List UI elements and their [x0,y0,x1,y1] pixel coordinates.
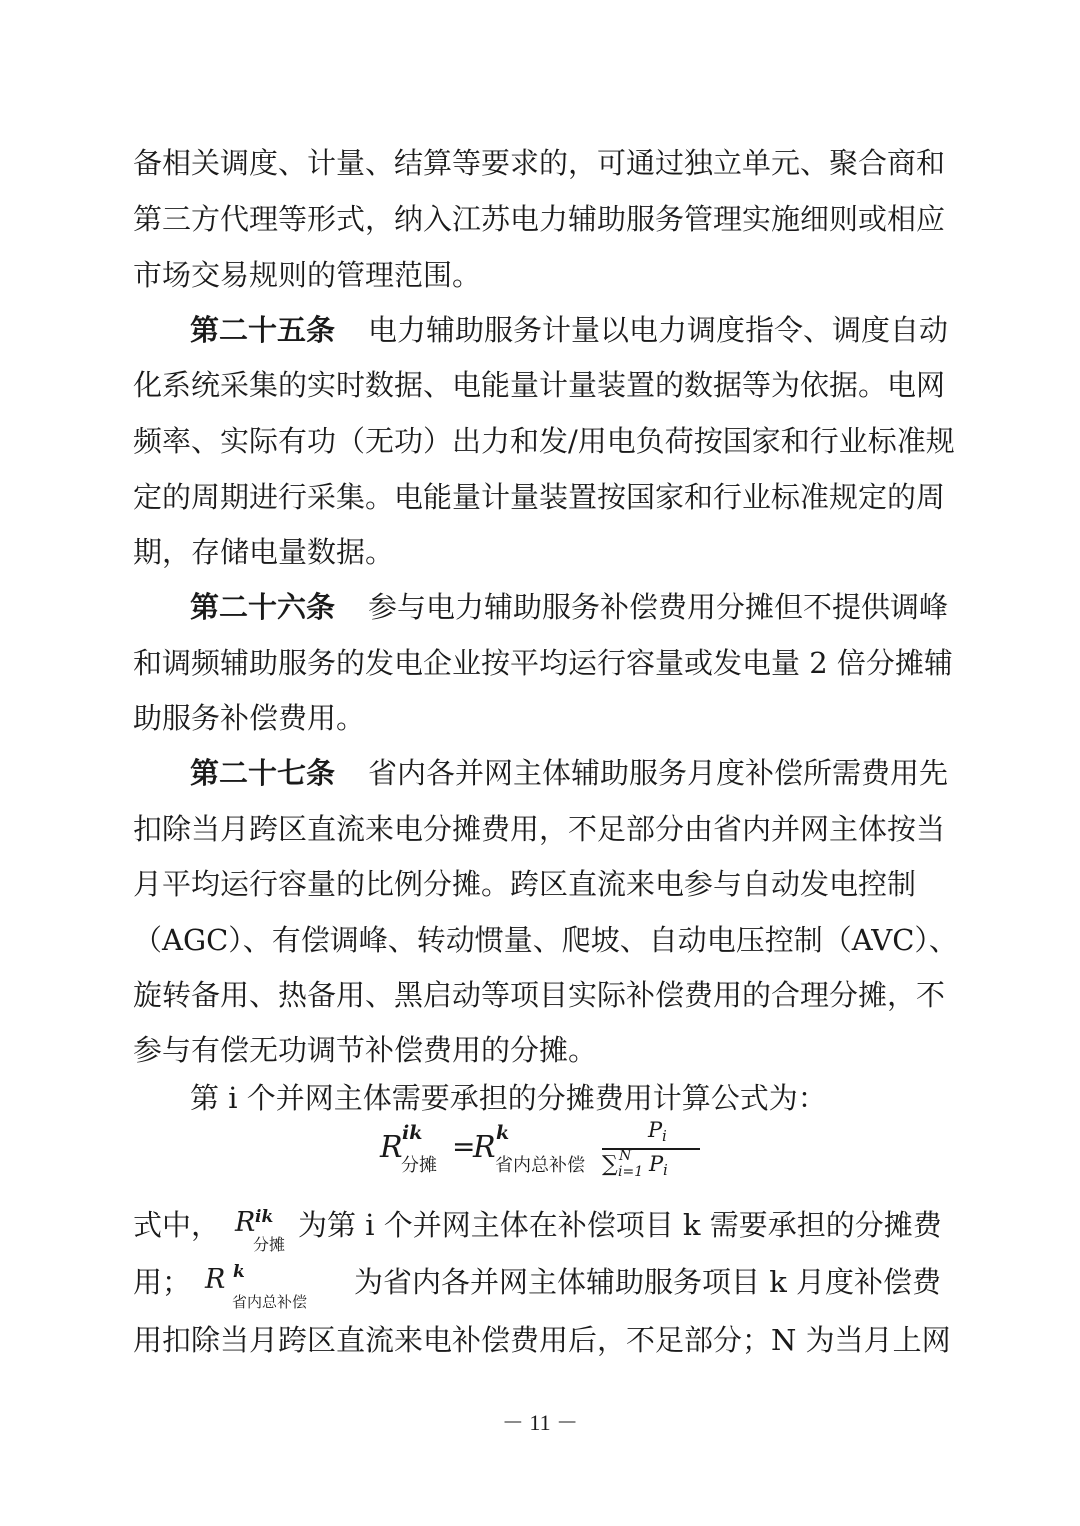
formula-numerator: P [648,1118,663,1142]
text-line [0,975,1080,1015]
inline-symbol-r: R [235,1207,256,1238]
inline-symbol-sub: 省内总补偿 [232,1293,308,1311]
formula-rhs-sub: 省内总补偿 [495,1155,585,1176]
formula-equals: = [452,1130,476,1163]
paragraph-line: 期，存储电量数据。 [133,535,395,569]
text-line [0,255,1080,295]
text-line [0,1030,1080,1070]
inline-symbol-r: R [205,1264,226,1295]
formula-lhs-sup: ik [402,1122,423,1144]
formula-denominator: P [649,1152,664,1176]
text-line [0,1320,1080,1360]
text-line [0,864,1080,904]
paragraph-line: 为第 i 个并网主体在补偿项目 k 需要承担的分摊费 [298,1208,942,1242]
paragraph-line: 月平均运行容量的比例分摊。跨区直流来电参与自动发电控制 [133,867,917,901]
text-line [0,143,1080,183]
paragraph-line: （AGC）、有偿调峰、转动惯量、爬坡、自动电压控制（AVC）、 [133,923,958,957]
paragraph-line: 扣除当月跨区直流来电分摊费用，不足部分由省内并网主体按当 [133,812,946,846]
paragraph-line: 旋转备用、热备用、黑启动等项目实际补偿费用的合理分摊，不 [133,978,946,1012]
formula-intro: 第 i 个并网主体需要承担的分摊费用计算公式为： [190,1081,827,1115]
paragraph-line: 电力辅助服务计量以电力调度指令、调度自动 [368,313,949,347]
explanation-line-2 [0,1262,1080,1311]
article-25-heading-line [0,310,1080,350]
paragraph-line: 第三方代理等形式，纳入江苏电力辅助服务管理实施细则或相应 [133,202,946,236]
inline-symbol-sub: 分摊 [253,1235,286,1254]
paragraph-line: 化系统采集的实时数据、电能量计量装置的数据等为依据。电网 [133,368,946,402]
formula-rhs-sup: k [496,1122,510,1144]
text-line [0,477,1080,517]
paragraph-line: 和调频辅助服务的发电企业按平均运行容量或发电量 2 倍分摊辅 [133,646,953,680]
text-line [0,698,1080,738]
formula-sum-lower: i=1 [618,1164,644,1180]
fraction-bar [602,1148,700,1150]
article-title: 第二十七条 [190,756,336,790]
page-number: － 11 － [501,1410,579,1435]
formula-sum-upper: N [619,1148,632,1164]
formula-intro-line [0,1078,1080,1118]
article-title: 第二十六条 [190,590,336,624]
paragraph-line: 用扣除当月跨区直流来电补偿费用后，不足部分；N 为当月上网 [133,1323,951,1357]
text-line [0,421,1080,461]
paragraph-line: 市场交易规则的管理范围。 [133,258,482,292]
text-line [0,809,1080,849]
explanation-line-1 [0,1205,1080,1254]
paragraph-line: 备相关调度、计量、结算等要求的，可通过独立单元、聚合商和 [133,146,946,180]
paragraph-line: 助服务补偿费用。 [133,701,366,735]
formula-lhs-sub: 分摊 [401,1155,437,1176]
text-line [0,199,1080,239]
paragraph-line: 为省内各并网主体辅助服务项目 k 月度补偿费 [354,1265,942,1299]
formula-sum-sign: ∑ [602,1152,618,1177]
inline-symbol-sup: k [233,1262,245,1282]
article-26-heading-line [0,587,1080,627]
text-line [0,532,1080,572]
paragraph-line: 省内各并网主体辅助服务月度补偿所需费用先 [368,756,949,790]
article-27-heading-line [0,753,1080,793]
allocation-formula [380,1118,710,1198]
formula-numerator-sub: i [662,1127,667,1145]
article-title: 第二十五条 [190,313,336,347]
text-line [0,920,1080,960]
paragraph-line: 定的周期进行采集。电能量计量装置按国家和行业标准规定的周 [133,480,946,514]
paragraph-line: 频率、实际有功（无功）出力和发/用电负荷按国家和行业标准规 [133,424,955,458]
explanation-prefix: 式中， [133,1208,221,1242]
text-line [0,643,1080,683]
formula-lhs-symbol: R [380,1130,403,1165]
formula-denominator-sub: i [663,1161,668,1179]
paragraph-line: 参与有偿无功调节补偿费用的分摊。 [133,1033,598,1067]
explanation-prefix: 用； [133,1265,192,1299]
inline-symbol-sup: ik [255,1207,274,1227]
text-line [0,365,1080,405]
formula-rhs-symbol: R [473,1130,496,1165]
paragraph-line: 参与电力辅助服务补偿费用分摊但不提供调峰 [368,590,949,624]
